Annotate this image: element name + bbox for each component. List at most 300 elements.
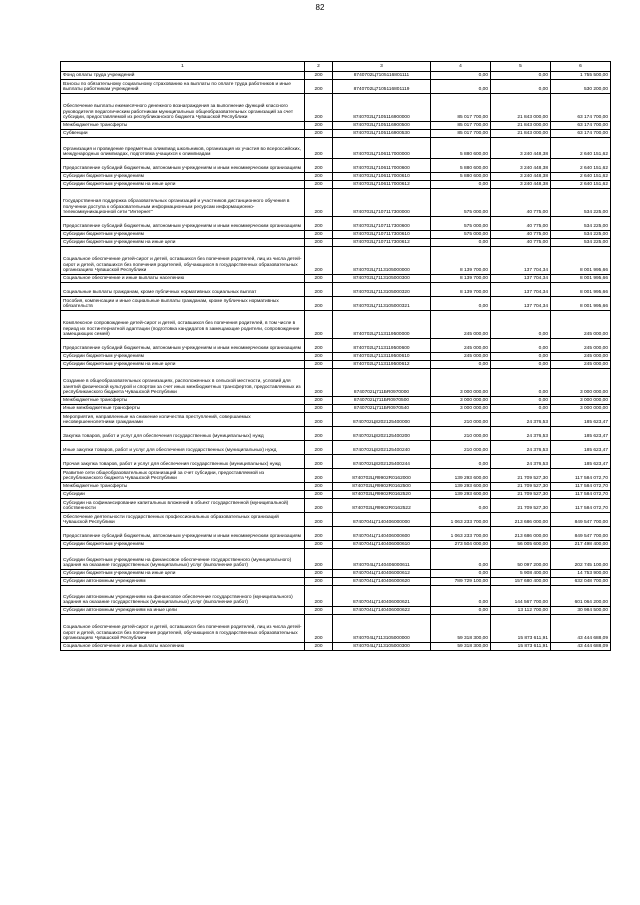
row-budget-code: 8740702Ц7113105000000 bbox=[333, 247, 431, 275]
row-line-code: 200 bbox=[305, 94, 333, 122]
row-unexecuted: 8 001 995,66 bbox=[551, 283, 611, 297]
header-col-4: 4 bbox=[431, 62, 491, 72]
row-name: Взносы по обязательному социальному страхованию на выплаты по оплате труда работников и иные выплаты работникам учреждений bbox=[61, 80, 305, 94]
row-executed: 21 843 000,00 bbox=[491, 122, 551, 130]
row-line-code: 200 bbox=[305, 413, 333, 427]
row-unexecuted: 2 640 151,62 bbox=[551, 159, 611, 173]
row-unexecuted: 1 755 500,00 bbox=[551, 72, 611, 80]
row-name: Субсидии автономным учреждениям на финансовое обеспечение государственного (муниципального) задания на оказание государственных (муниципальных) услуг (выполнение работ) bbox=[61, 586, 305, 607]
table-row bbox=[61, 455, 611, 469]
row-budget-code: 8740704Ц7140406000600 bbox=[333, 527, 431, 541]
table-row bbox=[61, 239, 611, 247]
row-line-code: 200 bbox=[305, 570, 333, 578]
row-line-code: 200 bbox=[305, 80, 333, 94]
row-unexecuted: 601 064 200,00 bbox=[551, 586, 611, 607]
row-unexecuted: 14 753 900,00 bbox=[551, 570, 611, 578]
row-budget-code: 8740702Ц7107117300000 bbox=[333, 189, 431, 217]
row-approved: 3 000 000,00 bbox=[431, 397, 491, 405]
table-row bbox=[61, 72, 611, 80]
table-row bbox=[61, 441, 611, 455]
row-name: Предоставление субсидий бюджетным, автономным учреждениям и иным некоммерческим организациям bbox=[61, 217, 305, 231]
row-line-code: 200 bbox=[305, 159, 333, 173]
row-unexecuted: 117 584 072,70 bbox=[551, 499, 611, 513]
row-approved: 210 000,00 bbox=[431, 427, 491, 441]
table-row bbox=[61, 297, 611, 311]
table-body bbox=[61, 72, 611, 651]
row-line-code: 200 bbox=[305, 405, 333, 413]
row-budget-code: 8740702Ц7113119500600 bbox=[333, 339, 431, 353]
row-budget-code: 8740702ЦЯ9902R0162522 bbox=[333, 499, 431, 513]
budget-execution-table bbox=[60, 61, 611, 651]
row-unexecuted: 63 174 700,00 bbox=[551, 94, 611, 122]
row-approved: 575 000,00 bbox=[431, 217, 491, 231]
row-approved: 0,00 bbox=[431, 549, 491, 570]
row-unexecuted: 530 200,00 bbox=[551, 80, 611, 94]
row-line-code: 200 bbox=[305, 247, 333, 275]
row-name: Межбюджетные трансферты bbox=[61, 122, 305, 130]
table-row bbox=[61, 122, 611, 130]
row-budget-code: 8740702Ц7113119500612 bbox=[333, 361, 431, 369]
row-executed: 0,00 bbox=[491, 72, 551, 80]
row-name: Межбюджетные трансферты bbox=[61, 397, 305, 405]
row-approved: 0,00 bbox=[431, 72, 491, 80]
row-executed: 3 240 448,38 bbox=[491, 181, 551, 189]
row-approved: 0,00 bbox=[431, 607, 491, 615]
table-row bbox=[61, 413, 611, 427]
row-unexecuted: 245 000,00 bbox=[551, 339, 611, 353]
table-row bbox=[61, 159, 611, 173]
row-name: Фонд оплаты труда учреждений bbox=[61, 72, 305, 80]
row-executed: 137 704,34 bbox=[491, 283, 551, 297]
row-line-code: 200 bbox=[305, 491, 333, 499]
row-unexecuted: 245 000,00 bbox=[551, 353, 611, 361]
row-executed: 0,00 bbox=[491, 80, 551, 94]
row-line-code: 200 bbox=[305, 541, 333, 549]
row-name: Субсидии автономным учреждениям bbox=[61, 578, 305, 586]
row-line-code: 200 bbox=[305, 130, 333, 138]
row-executed: 21 843 000,00 bbox=[491, 94, 551, 122]
row-unexecuted: 245 000,00 bbox=[551, 361, 611, 369]
row-executed: 0,00 bbox=[491, 311, 551, 339]
row-budget-code: 8740704Ц7113105000300 bbox=[333, 643, 431, 651]
row-budget-code: 8740704Ц7140406000611 bbox=[333, 549, 431, 570]
row-name: Субсидии бюджетным учреждениям на финансовое обеспечение государственного (муниципального) задания на оказание государственных (муниципальных) услуг (выполнение работ) bbox=[61, 549, 305, 570]
table-row bbox=[61, 586, 611, 607]
row-budget-code: 8740704Ц7140406000621 bbox=[333, 586, 431, 607]
row-executed: 3 240 448,38 bbox=[491, 159, 551, 173]
row-unexecuted: 632 048 700,00 bbox=[551, 578, 611, 586]
row-line-code: 200 bbox=[305, 283, 333, 297]
row-name: Организация и проведение предметных олимпиад школьников, организация их участия во всероссийских, международных олимпиадах, подготовка учащихся к олимпиадам bbox=[61, 138, 305, 159]
row-line-code: 200 bbox=[305, 189, 333, 217]
row-budget-code: 8740704Ц7140406000622 bbox=[333, 607, 431, 615]
row-name: Мероприятия, направленные на снижение количества преступлений, совершаемых несовершеннолетними гражданами bbox=[61, 413, 305, 427]
row-line-code: 200 bbox=[305, 173, 333, 181]
row-approved: 3 000 000,00 bbox=[431, 369, 491, 397]
row-line-code: 200 bbox=[305, 586, 333, 607]
table-row bbox=[61, 283, 611, 297]
row-budget-code: 8740702Ц7106117000612 bbox=[333, 181, 431, 189]
row-unexecuted: 8 001 995,66 bbox=[551, 297, 611, 311]
page-number: 82 bbox=[315, 3, 325, 12]
row-executed: 0,00 bbox=[491, 369, 551, 397]
row-line-code: 200 bbox=[305, 643, 333, 651]
table-row bbox=[61, 247, 611, 275]
row-name: Предоставление субсидий бюджетным, автономным учреждениям и иным некоммерческим организациям bbox=[61, 527, 305, 541]
row-budget-code: 8740702Ц7113105000300 bbox=[333, 275, 431, 283]
row-name: Комплексное сопровождение детей-сирот и детей, оставшихся без попечения родителей, в том числе в период их постинтернатной адаптации (подготовка кандидатов в замещающие родители, сопровождение замещающих семей) bbox=[61, 311, 305, 339]
row-name: Субсидии бюджетным учреждениям на иные цели bbox=[61, 570, 305, 578]
row-name: Субвенции bbox=[61, 130, 305, 138]
table-row bbox=[61, 369, 611, 397]
row-approved: 139 293 600,00 bbox=[431, 483, 491, 491]
table-row bbox=[61, 570, 611, 578]
row-approved: 5 880 600,00 bbox=[431, 173, 491, 181]
row-executed: 24 376,53 bbox=[491, 441, 551, 455]
table-row bbox=[61, 578, 611, 586]
row-name: Социальное обеспечение и иные выплаты населению bbox=[61, 643, 305, 651]
table-row bbox=[61, 361, 611, 369]
row-executed: 213 686 000,00 bbox=[491, 513, 551, 527]
row-executed: 3 240 448,38 bbox=[491, 138, 551, 159]
row-approved: 8 139 700,00 bbox=[431, 275, 491, 283]
row-name: Закупка товаров, работ и услуг для обеспечения государственных (муниципальных) нужд bbox=[61, 427, 305, 441]
row-executed: 0,00 bbox=[491, 353, 551, 361]
row-executed: 137 704,34 bbox=[491, 297, 551, 311]
row-line-code: 200 bbox=[305, 455, 333, 469]
row-unexecuted: 849 547 700,00 bbox=[551, 513, 611, 527]
row-unexecuted: 117 584 072,70 bbox=[551, 469, 611, 483]
table-row bbox=[61, 189, 611, 217]
row-approved: 245 000,00 bbox=[431, 353, 491, 361]
row-budget-code: 8740702Ц7105116900530 bbox=[333, 130, 431, 138]
row-name: Субсидии бюджетным учреждениям на иные цели bbox=[61, 181, 305, 189]
row-budget-code: 8740702Ц8202125400000 bbox=[333, 413, 431, 427]
row-executed: 0,00 bbox=[491, 361, 551, 369]
row-approved: 85 017 700,00 bbox=[431, 130, 491, 138]
row-unexecuted: 534 225,00 bbox=[551, 189, 611, 217]
row-approved: 139 293 600,00 bbox=[431, 491, 491, 499]
table-row bbox=[61, 643, 611, 651]
header-row bbox=[61, 62, 611, 72]
row-name: Субсидии бюджетным учреждениям bbox=[61, 231, 305, 239]
row-name: Субсидии автономным учреждениям на иные цели bbox=[61, 607, 305, 615]
table-row bbox=[61, 231, 611, 239]
row-approved: 85 017 700,00 bbox=[431, 122, 491, 130]
table-row bbox=[61, 513, 611, 527]
row-executed: 137 704,34 bbox=[491, 275, 551, 283]
row-budget-code: 8740702Ц8202125400240 bbox=[333, 441, 431, 455]
table-row bbox=[61, 541, 611, 549]
row-name: Иные межбюджетные трансферты bbox=[61, 405, 305, 413]
row-executed: 40 775,00 bbox=[491, 217, 551, 231]
row-line-code: 200 bbox=[305, 513, 333, 527]
row-line-code: 200 bbox=[305, 499, 333, 513]
row-approved: 5 880 600,00 bbox=[431, 138, 491, 159]
row-approved: 59 318 300,00 bbox=[431, 615, 491, 643]
row-name: Пособия, компенсации и иные социальные выплаты гражданам, кроме публичных нормативных обязательств bbox=[61, 297, 305, 311]
row-approved: 0,00 bbox=[431, 239, 491, 247]
row-line-code: 200 bbox=[305, 607, 333, 615]
row-name: Развитие сети общеобразовательных организаций за счет субсидии, предоставляемой из республиканского бюджета Чувашской Республики bbox=[61, 469, 305, 483]
row-budget-code: 8740702Ц7113105000320 bbox=[333, 283, 431, 297]
row-line-code: 200 bbox=[305, 311, 333, 339]
row-approved: 139 293 600,00 bbox=[431, 469, 491, 483]
row-executed: 21 709 527,30 bbox=[491, 491, 551, 499]
row-name: Субсидии на софинансирование капитальных вложений в объект государственной (муниципальной) собственности bbox=[61, 499, 305, 513]
header-col-6: 6 bbox=[551, 62, 611, 72]
row-budget-code: 8740704Ц7140406000610 bbox=[333, 541, 431, 549]
row-approved: 210 000,00 bbox=[431, 441, 491, 455]
row-unexecuted: 2 640 151,62 bbox=[551, 138, 611, 159]
row-executed: 15 873 611,91 bbox=[491, 615, 551, 643]
row-unexecuted: 43 444 688,09 bbox=[551, 615, 611, 643]
row-budget-code: 8740702Ц711БR0970000 bbox=[333, 369, 431, 397]
row-name: Субсидии бюджетным учреждениям bbox=[61, 541, 305, 549]
row-budget-code: 8740704Ц7140406000000 bbox=[333, 513, 431, 527]
row-executed: 0,00 bbox=[491, 397, 551, 405]
row-unexecuted: 2 640 151,62 bbox=[551, 173, 611, 181]
row-name: Межбюджетные трансферты bbox=[61, 483, 305, 491]
row-budget-code: 8740702ЦЯ9902R0162000 bbox=[333, 469, 431, 483]
row-unexecuted: 185 623,47 bbox=[551, 441, 611, 455]
row-approved: 0,00 bbox=[431, 570, 491, 578]
table-row bbox=[61, 311, 611, 339]
table-row bbox=[61, 80, 611, 94]
row-approved: 5 880 600,00 bbox=[431, 159, 491, 173]
row-approved: 59 318 300,00 bbox=[431, 643, 491, 651]
row-budget-code: 8740702Ц7106117000610 bbox=[333, 173, 431, 181]
row-line-code: 200 bbox=[305, 549, 333, 570]
row-unexecuted: 849 547 700,00 bbox=[551, 527, 611, 541]
row-line-code: 200 bbox=[305, 397, 333, 405]
row-budget-code: 8740704Ц7140406000612 bbox=[333, 570, 431, 578]
row-approved: 575 000,00 bbox=[431, 189, 491, 217]
row-line-code: 200 bbox=[305, 427, 333, 441]
row-unexecuted: 63 174 700,00 bbox=[551, 122, 611, 130]
row-executed: 24 376,53 bbox=[491, 413, 551, 427]
row-approved: 8 139 700,00 bbox=[431, 283, 491, 297]
row-executed: 137 704,34 bbox=[491, 247, 551, 275]
row-line-code: 200 bbox=[305, 217, 333, 231]
header-col-5: 5 bbox=[491, 62, 551, 72]
table-row bbox=[61, 607, 611, 615]
row-name: Иные закупки товаров, работ и услуг для обеспечения государственных (муниципальных) нужд bbox=[61, 441, 305, 455]
row-line-code: 200 bbox=[305, 275, 333, 283]
row-approved: 245 000,00 bbox=[431, 339, 491, 353]
row-executed: 21 709 527,30 bbox=[491, 499, 551, 513]
row-unexecuted: 185 623,47 bbox=[551, 455, 611, 469]
row-budget-code: 8740702Ц7113119500000 bbox=[333, 311, 431, 339]
header-col-2: 2 bbox=[305, 62, 333, 72]
row-name: Субсидии бюджетным учреждениям bbox=[61, 173, 305, 181]
row-executed: 24 376,53 bbox=[491, 455, 551, 469]
row-budget-code: 8740702Ц7105116801111 bbox=[333, 72, 431, 80]
row-unexecuted: 217 498 400,00 bbox=[551, 541, 611, 549]
row-unexecuted: 117 584 072,70 bbox=[551, 483, 611, 491]
row-line-code: 200 bbox=[305, 483, 333, 491]
table-row bbox=[61, 181, 611, 189]
row-line-code: 200 bbox=[305, 72, 333, 80]
row-unexecuted: 534 225,00 bbox=[551, 239, 611, 247]
row-name: Предоставление субсидий бюджетным, автономным учреждениям и иным некоммерческим организациям bbox=[61, 159, 305, 173]
row-budget-code: 8740702Ц8202125400200 bbox=[333, 427, 431, 441]
row-line-code: 200 bbox=[305, 231, 333, 239]
row-approved: 3 000 000,00 bbox=[431, 405, 491, 413]
row-unexecuted: 185 623,47 bbox=[551, 427, 611, 441]
row-budget-code: 8740704Ц7140406000620 bbox=[333, 578, 431, 586]
row-executed: 56 005 600,00 bbox=[491, 541, 551, 549]
row-line-code: 200 bbox=[305, 527, 333, 541]
row-approved: 575 000,00 bbox=[431, 231, 491, 239]
row-executed: 50 097 200,00 bbox=[491, 549, 551, 570]
row-name: Субсидии bbox=[61, 491, 305, 499]
row-budget-code: 8740702Ц711БR0970500 bbox=[333, 397, 431, 405]
row-approved: 210 000,00 bbox=[431, 413, 491, 427]
row-budget-code: 8740704Ц7113105000000 bbox=[333, 615, 431, 643]
table-row bbox=[61, 549, 611, 570]
row-budget-code: 8740702Ц7107117300610 bbox=[333, 231, 431, 239]
row-unexecuted: 8 001 995,66 bbox=[551, 275, 611, 283]
row-budget-code: 8740702ЦЯ9902R0162520 bbox=[333, 491, 431, 499]
table-row bbox=[61, 138, 611, 159]
row-unexecuted: 63 174 700,00 bbox=[551, 130, 611, 138]
table-row bbox=[61, 339, 611, 353]
row-unexecuted: 8 001 995,66 bbox=[551, 247, 611, 275]
row-name: Обеспечение деятельности государственных профессиональных образовательных организаций Чувашской Республики bbox=[61, 513, 305, 527]
row-executed: 0,00 bbox=[491, 405, 551, 413]
row-line-code: 200 bbox=[305, 353, 333, 361]
row-executed: 3 240 448,38 bbox=[491, 173, 551, 181]
table-row bbox=[61, 469, 611, 483]
row-unexecuted: 245 000,00 bbox=[551, 311, 611, 339]
row-line-code: 200 bbox=[305, 469, 333, 483]
table-row bbox=[61, 427, 611, 441]
row-approved: 0,00 bbox=[431, 499, 491, 513]
row-approved: 789 729 100,00 bbox=[431, 578, 491, 586]
row-unexecuted: 202 745 100,00 bbox=[551, 549, 611, 570]
row-approved: 273 504 000,00 bbox=[431, 541, 491, 549]
row-name: Предоставление субсидий бюджетным, автономным учреждениям и иным некоммерческим организациям bbox=[61, 339, 305, 353]
row-executed: 40 775,00 bbox=[491, 231, 551, 239]
row-line-code: 200 bbox=[305, 297, 333, 311]
row-executed: 144 567 700,00 bbox=[491, 586, 551, 607]
row-approved: 0,00 bbox=[431, 80, 491, 94]
row-line-code: 200 bbox=[305, 361, 333, 369]
row-approved: 1 063 233 700,00 bbox=[431, 513, 491, 527]
row-name: Социальное обеспечение детей-сирот и детей, оставшихся без попечения родителей, лиц из числа детей-сирот и детей, оставшихся без попечения родителей, обучающихся в государственных образовательных организациях Чувашской Республики bbox=[61, 615, 305, 643]
row-line-code: 200 bbox=[305, 122, 333, 130]
row-line-code: 200 bbox=[305, 441, 333, 455]
row-executed: 0,00 bbox=[491, 339, 551, 353]
row-executed: 13 112 700,00 bbox=[491, 607, 551, 615]
table-row bbox=[61, 615, 611, 643]
row-approved: 0,00 bbox=[431, 361, 491, 369]
table-row bbox=[61, 397, 611, 405]
row-line-code: 200 bbox=[305, 181, 333, 189]
row-executed: 213 686 000,00 bbox=[491, 527, 551, 541]
row-unexecuted: 3 000 000,00 bbox=[551, 405, 611, 413]
row-budget-code: 8740702Ц8202125400244 bbox=[333, 455, 431, 469]
row-unexecuted: 30 984 500,00 bbox=[551, 607, 611, 615]
row-budget-code: 8740702Ц7107117300600 bbox=[333, 217, 431, 231]
row-executed: 21 709 527,30 bbox=[491, 469, 551, 483]
row-unexecuted: 3 000 000,00 bbox=[551, 397, 611, 405]
row-unexecuted: 534 225,00 bbox=[551, 231, 611, 239]
row-line-code: 200 bbox=[305, 339, 333, 353]
table-row bbox=[61, 217, 611, 231]
row-executed: 40 775,00 bbox=[491, 189, 551, 217]
row-budget-code: 8740702Ц7106117000600 bbox=[333, 159, 431, 173]
row-name: Социальное обеспечение детей-сирот и детей, оставшихся без попечения родителей, лиц из числа детей-сирот и детей, оставшихся без попечения родителей, обучающихся в государственных образовательных организациях Чувашской Республики bbox=[61, 247, 305, 275]
row-line-code: 200 bbox=[305, 369, 333, 397]
row-name: Создание в общеобразовательных организациях, расположенных в сельской местности, условий для занятий физической культурой и спортом за счет иных межбюджетных трансфертов, предоставляемых из республиканского бюджета Чувашской Республики bbox=[61, 369, 305, 397]
table-row bbox=[61, 405, 611, 413]
row-line-code: 200 bbox=[305, 239, 333, 247]
row-budget-code: 8740702Ц7107117300612 bbox=[333, 239, 431, 247]
row-unexecuted: 185 623,47 bbox=[551, 413, 611, 427]
row-name: Обеспечение выплаты ежемесячного денежного вознаграждения за выполнение функций классного руководителя педагогическим работникам муниципальных общеобразовательных организаций за счет субсидии, предоставляемой из республиканского бюджета Чувашской Республики bbox=[61, 94, 305, 122]
header-col-1: 1 bbox=[61, 62, 305, 72]
row-budget-code: 8740702Ц7106117000000 bbox=[333, 138, 431, 159]
row-approved: 245 000,00 bbox=[431, 311, 491, 339]
row-approved: 0,00 bbox=[431, 455, 491, 469]
row-unexecuted: 2 640 151,62 bbox=[551, 181, 611, 189]
row-budget-code: 8740702Ц711БR0970540 bbox=[333, 405, 431, 413]
row-budget-code: 8740702Ц7113105000321 bbox=[333, 297, 431, 311]
row-unexecuted: 117 584 072,70 bbox=[551, 491, 611, 499]
row-budget-code: 8740702Ц7113119500610 bbox=[333, 353, 431, 361]
row-name: Социальные выплаты гражданам, кроме публичных нормативных социальных выплат bbox=[61, 283, 305, 297]
row-name: Социальное обеспечение и иные выплаты населению bbox=[61, 275, 305, 283]
row-unexecuted: 43 444 688,09 bbox=[551, 643, 611, 651]
row-approved: 1 063 233 700,00 bbox=[431, 527, 491, 541]
row-executed: 40 775,00 bbox=[491, 239, 551, 247]
row-approved: 0,00 bbox=[431, 181, 491, 189]
table-row bbox=[61, 527, 611, 541]
row-executed: 21 843 000,00 bbox=[491, 130, 551, 138]
row-executed: 157 680 400,00 bbox=[491, 578, 551, 586]
table-row bbox=[61, 483, 611, 491]
header-col-3: 3 bbox=[333, 62, 431, 72]
row-executed: 15 873 611,91 bbox=[491, 643, 551, 651]
row-budget-code: 8740702ЦЯ9902R0162500 bbox=[333, 483, 431, 491]
table-row bbox=[61, 94, 611, 122]
row-line-code: 200 bbox=[305, 615, 333, 643]
row-approved: 8 139 700,00 bbox=[431, 247, 491, 275]
row-name: Прочая закупка товаров, работ и услуг для обеспечения государственных (муниципальных) нужд bbox=[61, 455, 305, 469]
row-name: Государственная поддержка образовательных организаций и участников дистанционного обучения в получении доступа к образовательным информационным ресурсам информационно-телекоммуникационной сети "Интернет" bbox=[61, 189, 305, 217]
row-approved: 85 017 700,00 bbox=[431, 94, 491, 122]
row-name: Субсидии бюджетным учреждениям на иные цели bbox=[61, 239, 305, 247]
row-budget-code: 8740702Ц7105116801119 bbox=[333, 80, 431, 94]
table-row bbox=[61, 353, 611, 361]
row-line-code: 200 bbox=[305, 578, 333, 586]
row-approved: 0,00 bbox=[431, 297, 491, 311]
row-executed: 24 376,53 bbox=[491, 427, 551, 441]
row-budget-code: 8740702Ц7105116900500 bbox=[333, 122, 431, 130]
row-approved: 0,00 bbox=[431, 586, 491, 607]
table-row bbox=[61, 130, 611, 138]
row-unexecuted: 534 225,00 bbox=[551, 217, 611, 231]
table-row bbox=[61, 173, 611, 181]
row-unexecuted: 3 000 000,00 bbox=[551, 369, 611, 397]
table-row bbox=[61, 275, 611, 283]
row-executed: 5 908 400,00 bbox=[491, 570, 551, 578]
row-name: Субсидии бюджетным учреждениям bbox=[61, 353, 305, 361]
row-executed: 21 709 527,30 bbox=[491, 483, 551, 491]
row-name: Субсидии бюджетным учреждениям на иные цели bbox=[61, 361, 305, 369]
